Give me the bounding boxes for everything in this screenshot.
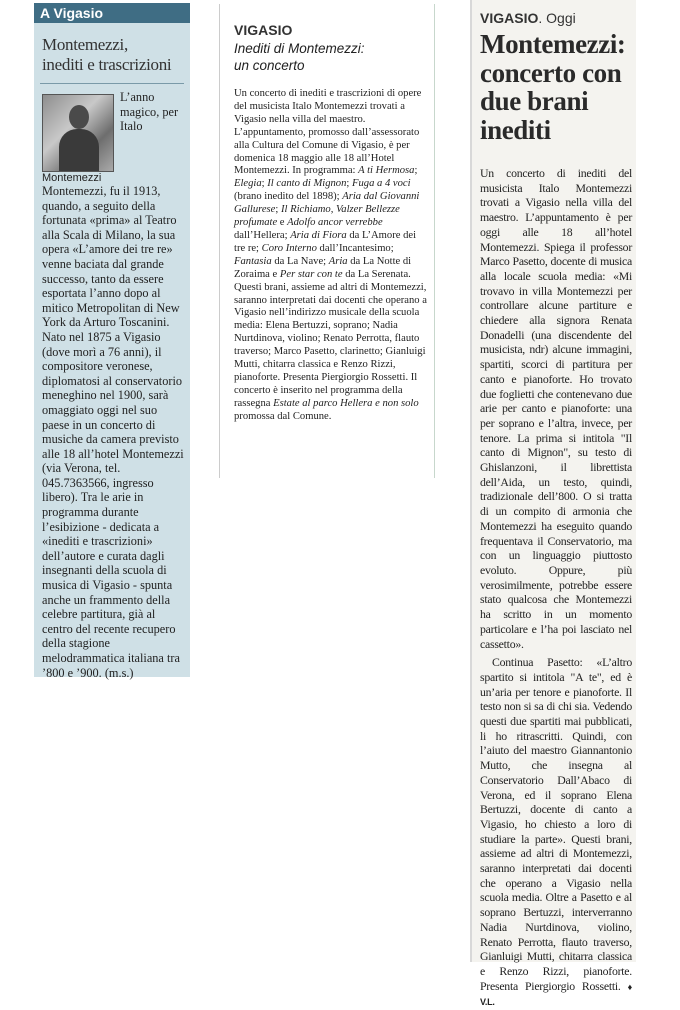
separator: ;: [275, 204, 281, 216]
article-clip-vigasio-oggi: [470, 0, 636, 1008]
article-title: [234, 40, 426, 74]
article-title: Montemezzi: concerto con due brani inediti: [480, 29, 626, 145]
piece-title: Aria di Fiora: [290, 229, 347, 241]
piece-title: Adolfo ancor verrebbe: [287, 217, 383, 229]
section-kicker: A Vigasio: [34, 3, 190, 23]
article-body: [220, 88, 434, 424]
divider: [40, 83, 184, 84]
article-title: [42, 35, 184, 75]
separator: da L’Amore dei tre re;: [234, 229, 417, 254]
separator: dall’Hellera;: [234, 229, 291, 241]
body-text: da La Serenata. Questi brani, assieme ad altri di Montemezzi, saranno interpretati dai docenti che operano a Vigasio nell’indirizzo musicale della scuola media: Elena Bertuzzi, soprano; Nadia Nurtdinova, violino; Renato Perrotta, flauto traverso; Marco Pasetto, clarinetto; Gianluigi Mutti, chitarra classica e Renzo Rizzi, pianoforte. Presenta Piergiorgio Rossetti. Il concerto è inserito nel programma della rassegna: [234, 268, 427, 409]
body-paragraph: Un concerto di inediti del musicista Italo Montemezzi trovati a Vigasio nella villa del maestro. L’appuntamento è per oggi alle 18 all’hotel Montemezzi. Spiega il professor Marco Pasetto, docente di musica alla locale scuola media: «Mi trovavo in villa Montemezzi per controllare alcune partiture e chiedere alla signora Renata Donadelli (una discendente del musicista, ndr) alcune immagini, spartiti, scorci di partitura per canto e pianoforte. Ho trovato due foglietti che contenevano due arie per canto e pianoforte: una per soprano e l’altra, invece, per tenore. La prima si intitola "Il canto di Mignon", su testo di Ghislanzoni, il librettista dell’Aida, un testo, quindi, tradizionale dell’800. O si tratta di un compito di armonia che Montemezzi ha eseguito quando frequentava il Conservatorio, ma con un linguaggio piuttosto evoluto. Oppure, più verosimilmente, potrebbe essere stato qualcosa che Montemezzi ha scritto in un momento particolare e l’ha poi lasciato nel cassetto».: [480, 166, 632, 651]
portrait-body-shape: [59, 129, 99, 171]
body-paragraph: [480, 655, 632, 1010]
separator: (brano inedito del 1898);: [234, 191, 343, 203]
event-name: Estate al parco Hellera e non solo: [273, 397, 419, 409]
separator: ;: [261, 178, 268, 190]
body-paragraph-text: Continua Pasetto: «L’altro spartito si intitola "A te", ed è un’aria per tenore e pianoforte. Il testo non si sa di chi sia. Vedendo questi due spartiti mai pubblicati, li ho ritrascritti. Quindi, con l’aiuto del maestro Giannantonio Mutto, che insegna al Conservatorio Dall’Abaco di Verona, ed il soprano Elena Bertuzzi, docente di canto a Vigasio, ho chiesto a loro di studiare la parte». Questi brani, assieme ad altri di Montemezzi, saranno interpretati dai docenti che operano a Vigasio nella scuola media. Oltre a Pasetto e al soprano Bertuzzi, interverranno Nadia Nurtdinova, violino, Renato Perrotta, flauto traverso, Gianluigi Mutti, chitarra classica e Renzo Rizzi, pianoforte. Presenta Piergiorgio Rossetti.: [480, 655, 632, 993]
kicker-when: . Oggi: [538, 10, 576, 26]
piece-title: A ti Hermosa: [358, 165, 415, 177]
piece-title: Fantasia: [234, 255, 272, 267]
title-line: Montemezzi,: [42, 35, 128, 54]
piece-title: Aria: [328, 255, 348, 267]
portrait-head-shape: [69, 105, 89, 129]
piece-title: Il canto di Mignon: [267, 178, 347, 190]
separator: da La Nave;: [271, 255, 329, 267]
article-body: L’anno magico, per Italo Montemezzi, fu il 1913, quando, a seguito della fortunata «prima» al Teatro alla Scala di Milano, la sua opera «L’amore dei tre re» venne baciata dal grande successo, tanto da essere esportata l’anno dopo al mitico Metropolitan di New York da Arturo Toscanini. Nato nel 1875 a Vigasio (dove morì a 76 anni), il compositore veronese, diplomatosi al conservatorio meneghino nel 1900, sarà omaggiato oggi nel suo paese in un concerto di musiche da camera previsto alle 18 all’hotel Montemezzi (via Verona, tel. 045.7363566, ingresso libero). Tra le arie in programma durante l’esibizione - dedicata a «inediti e trascrizioni» dell’autore e curata dagli insegnanti della scuola di musica di Vigasio - spunta anche un frammento della celebre partitura, già al centro del recente recupero della stagione melodrammatica italiana tra ’800 e ’900. (m.s.): [42, 90, 184, 680]
piece-title: Aria dal Giovanni Gallurese: [234, 191, 420, 216]
separator: dall’Incantesimo;: [316, 242, 394, 254]
article-body: [472, 166, 636, 1010]
body-text: promossa dal Comune.: [234, 410, 332, 422]
piece-title: Per star con te: [279, 268, 343, 280]
piece-title: Fuga a 4 voci: [352, 178, 411, 190]
separator: e: [277, 217, 288, 229]
piece-title: Il Richiamo, Valzer Bellezze profumate: [234, 204, 400, 229]
title-line: un concerto: [234, 58, 305, 73]
article-clip-vigasio-inediti: [219, 4, 435, 478]
article-clip-a-vigasio: [34, 3, 190, 680]
separator: ;: [346, 178, 352, 190]
title-line: inediti e trascrizioni: [42, 55, 172, 74]
author-signature: ♦ V.L.: [480, 981, 633, 1008]
piece-title: Coro Interno: [261, 242, 317, 254]
piece-title: Elegia: [234, 178, 262, 190]
body-text: Un concerto di inediti e trascrizioni di opere del musicista Italo Montemezzi trovati a Vigasio nella villa del maestro. L’appuntamento, promosso dall’assessorato alla Cultura del Comune di Vigasio, è per domenica 18 maggio alle 18 all’Hotel Montemezzi. In programma:: [234, 88, 422, 177]
separator: ;: [414, 165, 418, 177]
title-line: Inediti di Montemezzi:: [234, 41, 365, 56]
separator: da La Notte di Zoraima e: [234, 255, 412, 280]
section-kicker: VIGASIO: [234, 22, 293, 38]
section-kicker: [480, 10, 636, 26]
kicker-place: VIGASIO: [480, 10, 539, 26]
photo-caption: Montemezzi: [42, 172, 102, 184]
portrait-photo: [42, 94, 114, 172]
